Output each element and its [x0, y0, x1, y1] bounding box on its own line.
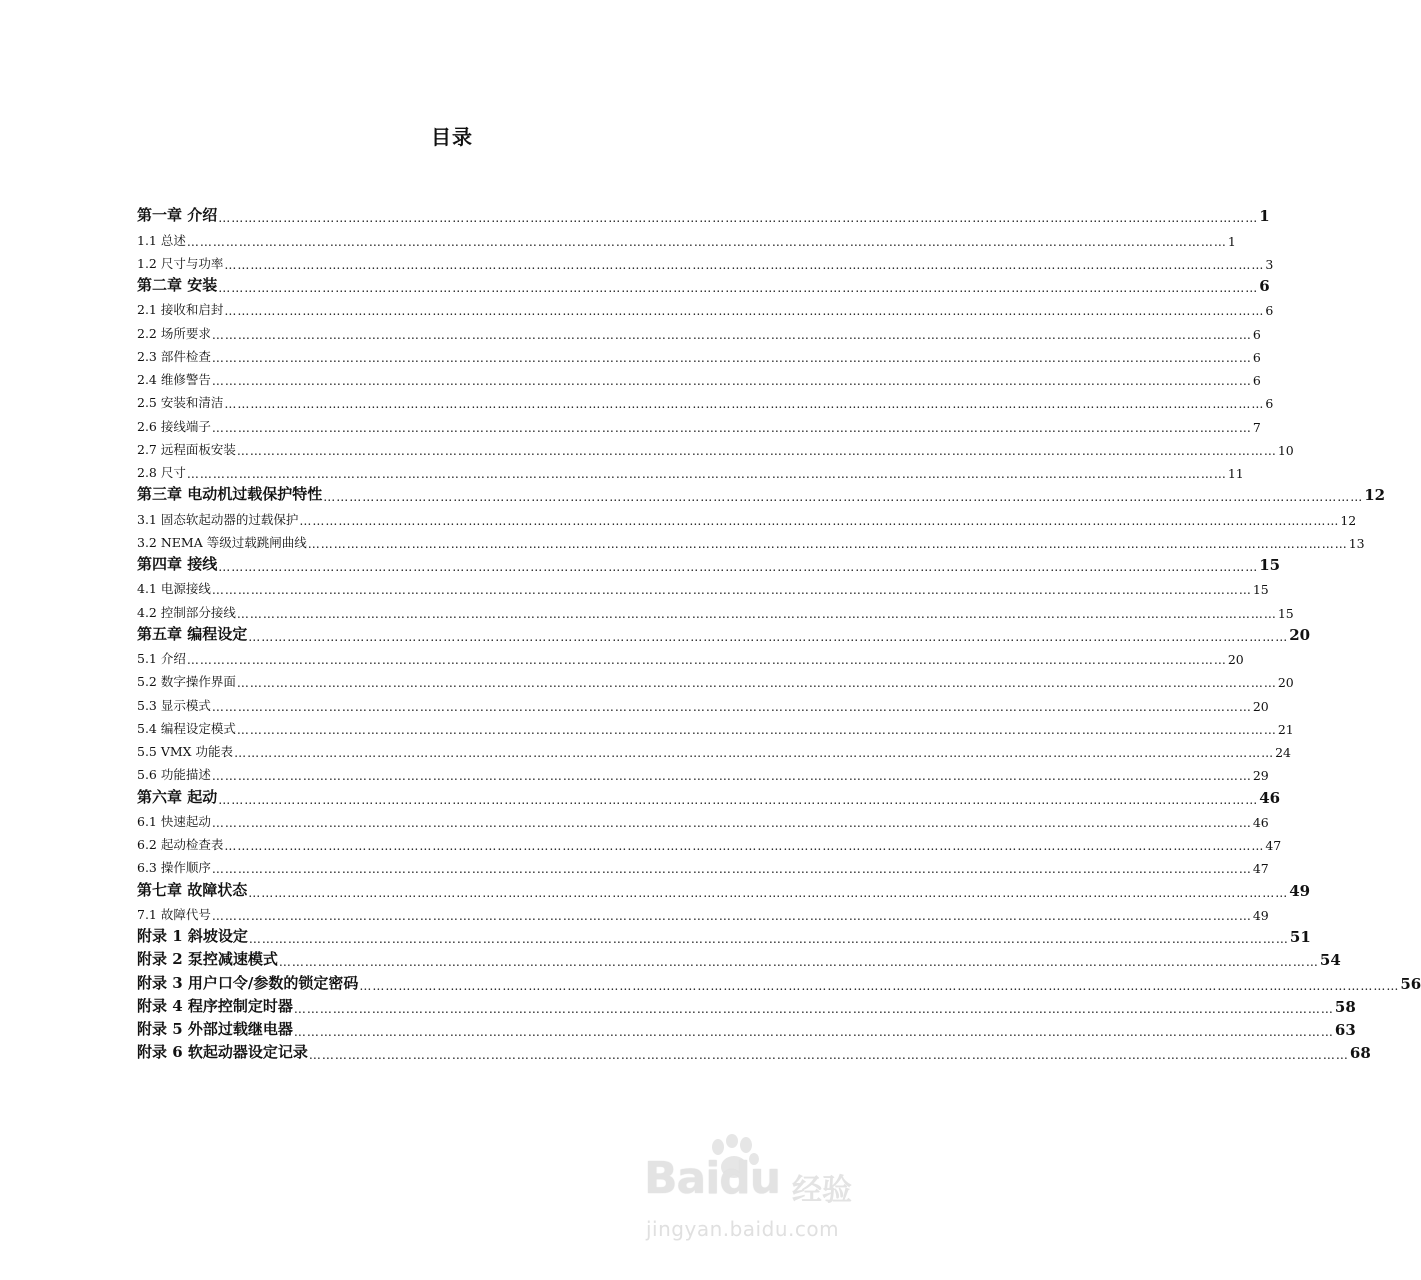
toc-entry-page-number: 6 [1252, 349, 1261, 365]
toc-entry-section [137, 737, 1291, 760]
toc-entry-section [137, 807, 1269, 830]
toc-entry-label: 附录 1 斜坡设定 [137, 927, 248, 945]
toc-entry-section [137, 365, 1261, 388]
watermark-sub-text: 经验 [792, 1173, 852, 1208]
toc-entry-label: 第四章 接线 [137, 555, 218, 573]
toc-entry-label: 6.1 快速起动 [137, 813, 211, 829]
toc-leader-dots: …………………………………………………………………………………………………………………………………………………………………………………………………………………… [211, 374, 1252, 388]
toc-entry-appendix [137, 969, 1421, 993]
toc-entry-label: 6.2 起动检查表 [137, 837, 224, 852]
toc-entry-page-number: 15 [1259, 556, 1281, 574]
toc-entry-section [137, 690, 1269, 714]
toc-leader-dots: …………………………………………………………………………………………………………………………………………………………………………………………………………………… [224, 839, 1265, 853]
toc-leader-dots: …………………………………………………………………………………………………………………………………………………………………………………………………………………… [211, 350, 1252, 365]
toc-entry-chapter [137, 481, 1386, 505]
toc-entry-section [137, 295, 1274, 319]
toc-entry-page-number: 46 [1252, 814, 1269, 830]
toc-entry-page-number: 20 [1289, 625, 1311, 644]
toc-entry-label: 2.2 场所要求 [137, 325, 211, 341]
toc-entry-page-number: 49 [1289, 881, 1311, 900]
toc-entry-section [137, 411, 1261, 435]
toc-entry-label: 第二章 安装 [137, 276, 218, 294]
toc-leader-dots: …………………………………………………………………………………………………………………………………………………………………………………………………………………… [224, 257, 1265, 272]
toc-entry-page-number: 20 [1227, 652, 1244, 667]
toc-leader-dots: …………………………………………………………………………………………………………………………………………………………………………………………………………………… [211, 699, 1252, 714]
toc-entry-page-number: 54 [1319, 951, 1341, 970]
toc-entry-chapter [137, 876, 1311, 900]
toc-leader-dots: …………………………………………………………………………………………………………………………………………………………………………………………………………………… [186, 467, 1227, 481]
toc-entry-label: 2.1 接收和启封 [137, 302, 224, 318]
toc-leader-dots: …………………………………………………………………………………………………………………………………………………………………………………………………………………… [236, 443, 1277, 458]
toc-entry-label: 5.4 编程设定模式 [137, 720, 236, 736]
toc-leader-dots: …………………………………………………………………………………………………………………………………………………………………………………………………………………… [299, 513, 1340, 528]
toc-entry-section [137, 900, 1269, 923]
watermark-logo-text: Baidu [644, 1153, 781, 1204]
toc-entry-label: 5.1 介绍 [137, 651, 186, 666]
toc-leader-dots: …………………………………………………………………………………………………………………………………………………………………………………………………………………… [218, 211, 1259, 226]
toc-entry-page-number: 6 [1265, 303, 1274, 319]
toc-entry-page-number: 58 [1334, 997, 1356, 1016]
toc-entry-label: 第六章 起动 [137, 787, 218, 806]
toc-entry-appendix [137, 946, 1341, 970]
watermark-url: jingyan.baidu.com [646, 1217, 840, 1241]
toc-entry-label: 第三章 电动机过载保护特性 [137, 485, 323, 504]
toc-entry-chapter [137, 551, 1281, 574]
toc-entry-page-number: 47 [1265, 838, 1282, 853]
toc-entry-page-number: 10 [1277, 442, 1294, 458]
toc-entry-label: 1.2 尺寸与功率 [137, 255, 224, 271]
toc-leader-dots: …………………………………………………………………………………………………………………………………………………………………………………………………………………… [211, 908, 1252, 923]
toc-entry-section [137, 435, 1294, 458]
toc-leader-dots: …………………………………………………………………………………………………………………………………………………………………………………………………………………… [236, 722, 1277, 737]
toc-entry-section [137, 667, 1294, 691]
toc-entry-page-number: 12 [1340, 512, 1357, 528]
toc-entry-page-number: 24 [1275, 745, 1291, 760]
toc-leader-dots: …………………………………………………………………………………………………………………………………………………………………………………………………………………… [211, 583, 1252, 598]
toc-leader-dots: …………………………………………………………………………………………………………………………………………………………………………………………………………………… [308, 1048, 1349, 1063]
toc-entry-page-number: 46 [1259, 788, 1281, 807]
toc-entry-page-number: 6 [1259, 277, 1270, 295]
toc-leader-dots: …………………………………………………………………………………………………………………………………………………………………………………………………………………… [248, 629, 1289, 644]
toc-leader-dots: …………………………………………………………………………………………………………………………………………………………………………………………………………………… [278, 955, 1319, 970]
toc-entry-page-number: 20 [1252, 698, 1269, 714]
baidu-jingyan-watermark [640, 1135, 870, 1255]
toc-leader-dots: …………………………………………………………………………………………………………………………………………………………………………………………………………………… [211, 862, 1252, 877]
toc-entry-section [137, 597, 1294, 621]
toc-entry-page-number: 6 [1252, 326, 1261, 342]
toc-leader-dots: …………………………………………………………………………………………………………………………………………………………………………………………………………………… [211, 327, 1252, 342]
toc-leader-dots: …………………………………………………………………………………………………………………………………………………………………………………………………………………… [248, 885, 1289, 900]
toc-entry-page-number: 13 [1348, 535, 1365, 551]
toc-leader-dots: …………………………………………………………………………………………………………………………………………………………………………………………………………………… [218, 792, 1259, 807]
toc-entry-label: 第一章 介绍 [137, 206, 218, 225]
toc-entry-label: 4.2 控制部分接线 [137, 604, 236, 620]
toc-entry-section [137, 528, 1365, 551]
toc-entry-label: 3.2 NEMA 等级过载跳闸曲线 [137, 534, 307, 550]
toc-entry-label: 附录 5 外部过载继电器 [137, 1020, 293, 1038]
toc-entry-section [137, 574, 1269, 598]
toc-entry-page-number: 47 [1252, 861, 1269, 877]
toc-entry-section [137, 853, 1269, 877]
toc-entry-section [137, 504, 1357, 528]
toc-entry-label: 第七章 故障状态 [137, 880, 248, 899]
toc-entry-page-number: 49 [1252, 907, 1269, 923]
toc-entry-label: 1.1 总述 [137, 232, 186, 248]
toc-entry-appendix [137, 993, 1356, 1016]
toc-entry-label: 2.6 接线端子 [137, 418, 211, 434]
toc-entry-page-number: 1 [1259, 207, 1270, 226]
toc-entry-page-number: 15 [1252, 582, 1269, 598]
toc-entry-label: 2.4 维修警告 [137, 372, 211, 387]
toc-entry-label: 5.3 显示模式 [137, 697, 211, 713]
toc-entry-chapter [137, 621, 1311, 644]
toc-entry-section [137, 714, 1294, 737]
toc-entry-section [137, 760, 1269, 784]
toc-entry-section [137, 225, 1236, 249]
toc-entry-page-number: 1 [1227, 233, 1236, 249]
toc-entry-appendix [137, 1039, 1371, 1063]
toc-entry-label: 附录 6 软起动器设定记录 [137, 1043, 308, 1062]
toc-entry-page-number: 3 [1265, 256, 1274, 272]
toc-entry-label: 附录 3 用户口令/参数的锁定密码 [137, 973, 359, 992]
toc-leader-dots: …………………………………………………………………………………………………………………………………………………………………………………………………………………… [218, 281, 1259, 295]
toc-entry-page-number: 12 [1364, 486, 1386, 505]
toc-leader-dots: …………………………………………………………………………………………………………………………………………………………………………………………………………………… [224, 397, 1265, 412]
toc-entry-section [137, 458, 1244, 481]
toc-entry-page-number: 6 [1265, 396, 1274, 412]
toc-entry-page-number: 29 [1252, 768, 1269, 784]
toc-entry-page-number: 15 [1277, 605, 1294, 621]
toc-entry-label: 7.1 故障代号 [137, 906, 211, 922]
toc-entry-appendix [137, 923, 1311, 946]
toc-entry-chapter [137, 202, 1270, 226]
toc-entry-section [137, 249, 1274, 272]
toc-entry-page-number: 7 [1252, 419, 1261, 435]
toc-leader-dots: …………………………………………………………………………………………………………………………………………………………………………………………………………………… [323, 490, 1364, 505]
toc-leader-dots: …………………………………………………………………………………………………………………………………………………………………………………………………………………… [186, 653, 1227, 667]
toc-entry-page-number: 6 [1252, 373, 1261, 388]
toc-entry-label: 附录 2 泵控减速模式 [137, 950, 278, 969]
toc-entry-label: 5.2 数字操作界面 [137, 674, 236, 690]
toc-leader-dots: …………………………………………………………………………………………………………………………………………………………………………………………………………………… [293, 1025, 1334, 1039]
toc-entry-section [137, 342, 1261, 365]
toc-entry-section [137, 388, 1274, 412]
toc-entry-page-number: 21 [1277, 721, 1294, 737]
toc-leader-dots: …………………………………………………………………………………………………………………………………………………………………………………………………………………… [211, 815, 1252, 830]
toc-leader-dots: …………………………………………………………………………………………………………………………………………………………………………………………………………………… [211, 769, 1252, 784]
toc-entry-label: 第五章 编程设定 [137, 624, 248, 643]
toc-entry-label: 2.8 尺寸 [137, 465, 186, 480]
toc-entry-label: 2.3 部件检查 [137, 348, 211, 364]
page-title: 目录 [431, 125, 473, 149]
toc-entry-appendix [137, 1016, 1356, 1039]
toc-leader-dots: …………………………………………………………………………………………………………………………………………………………………………………………………………………… [218, 560, 1259, 574]
toc-entry-section [137, 830, 1282, 853]
toc-entry-label: 2.5 安装和清洁 [137, 395, 224, 411]
toc-entry-page-number: 51 [1289, 928, 1311, 946]
toc-entry-page-number: 56 [1400, 974, 1421, 993]
toc-entry-label: 5.5 VMX 功能表 [137, 744, 234, 759]
toc-entry-page-number: 11 [1227, 466, 1244, 481]
toc-entry-label: 4.1 电源接线 [137, 581, 211, 597]
toc-leader-dots: …………………………………………………………………………………………………………………………………………………………………………………………………………………… [224, 304, 1265, 319]
toc-leader-dots: …………………………………………………………………………………………………………………………………………………………………………………………………………………… [248, 932, 1289, 946]
toc-leader-dots: …………………………………………………………………………………………………………………………………………………………………………………………………………………… [186, 234, 1227, 249]
toc-entry-chapter [137, 783, 1281, 807]
toc-leader-dots: …………………………………………………………………………………………………………………………………………………………………………………………………………………… [236, 606, 1277, 621]
toc-entry-label: 2.7 远程面板安装 [137, 441, 236, 457]
toc-entry-label: 3.1 固态软起动器的过载保护 [137, 511, 299, 527]
toc-leader-dots: …………………………………………………………………………………………………………………………………………………………………………………………………………………… [307, 536, 1348, 551]
toc-entry-section [137, 318, 1261, 342]
toc-leader-dots: …………………………………………………………………………………………………………………………………………………………………………………………………………………… [359, 978, 1400, 993]
toc-entry-chapter [137, 272, 1270, 295]
toc-entry-label: 6.3 操作顺序 [137, 860, 211, 876]
toc-leader-dots: …………………………………………………………………………………………………………………………………………………………………………………………………………………… [236, 676, 1277, 691]
toc-leader-dots: …………………………………………………………………………………………………………………………………………………………………………………………………………………… [211, 420, 1252, 435]
table-of-contents [137, 202, 1421, 1063]
toc-entry-label: 5.6 功能描述 [137, 767, 211, 783]
toc-entry-page-number: 68 [1349, 1044, 1371, 1063]
toc-entry-page-number: 20 [1277, 675, 1294, 691]
toc-entry-label: 附录 4 程序控制定时器 [137, 996, 293, 1015]
toc-entry-section [137, 644, 1244, 667]
toc-leader-dots: …………………………………………………………………………………………………………………………………………………………………………………………………………………… [234, 746, 1275, 760]
toc-leader-dots: …………………………………………………………………………………………………………………………………………………………………………………………………………………… [293, 1001, 1334, 1016]
toc-entry-page-number: 63 [1334, 1021, 1356, 1039]
